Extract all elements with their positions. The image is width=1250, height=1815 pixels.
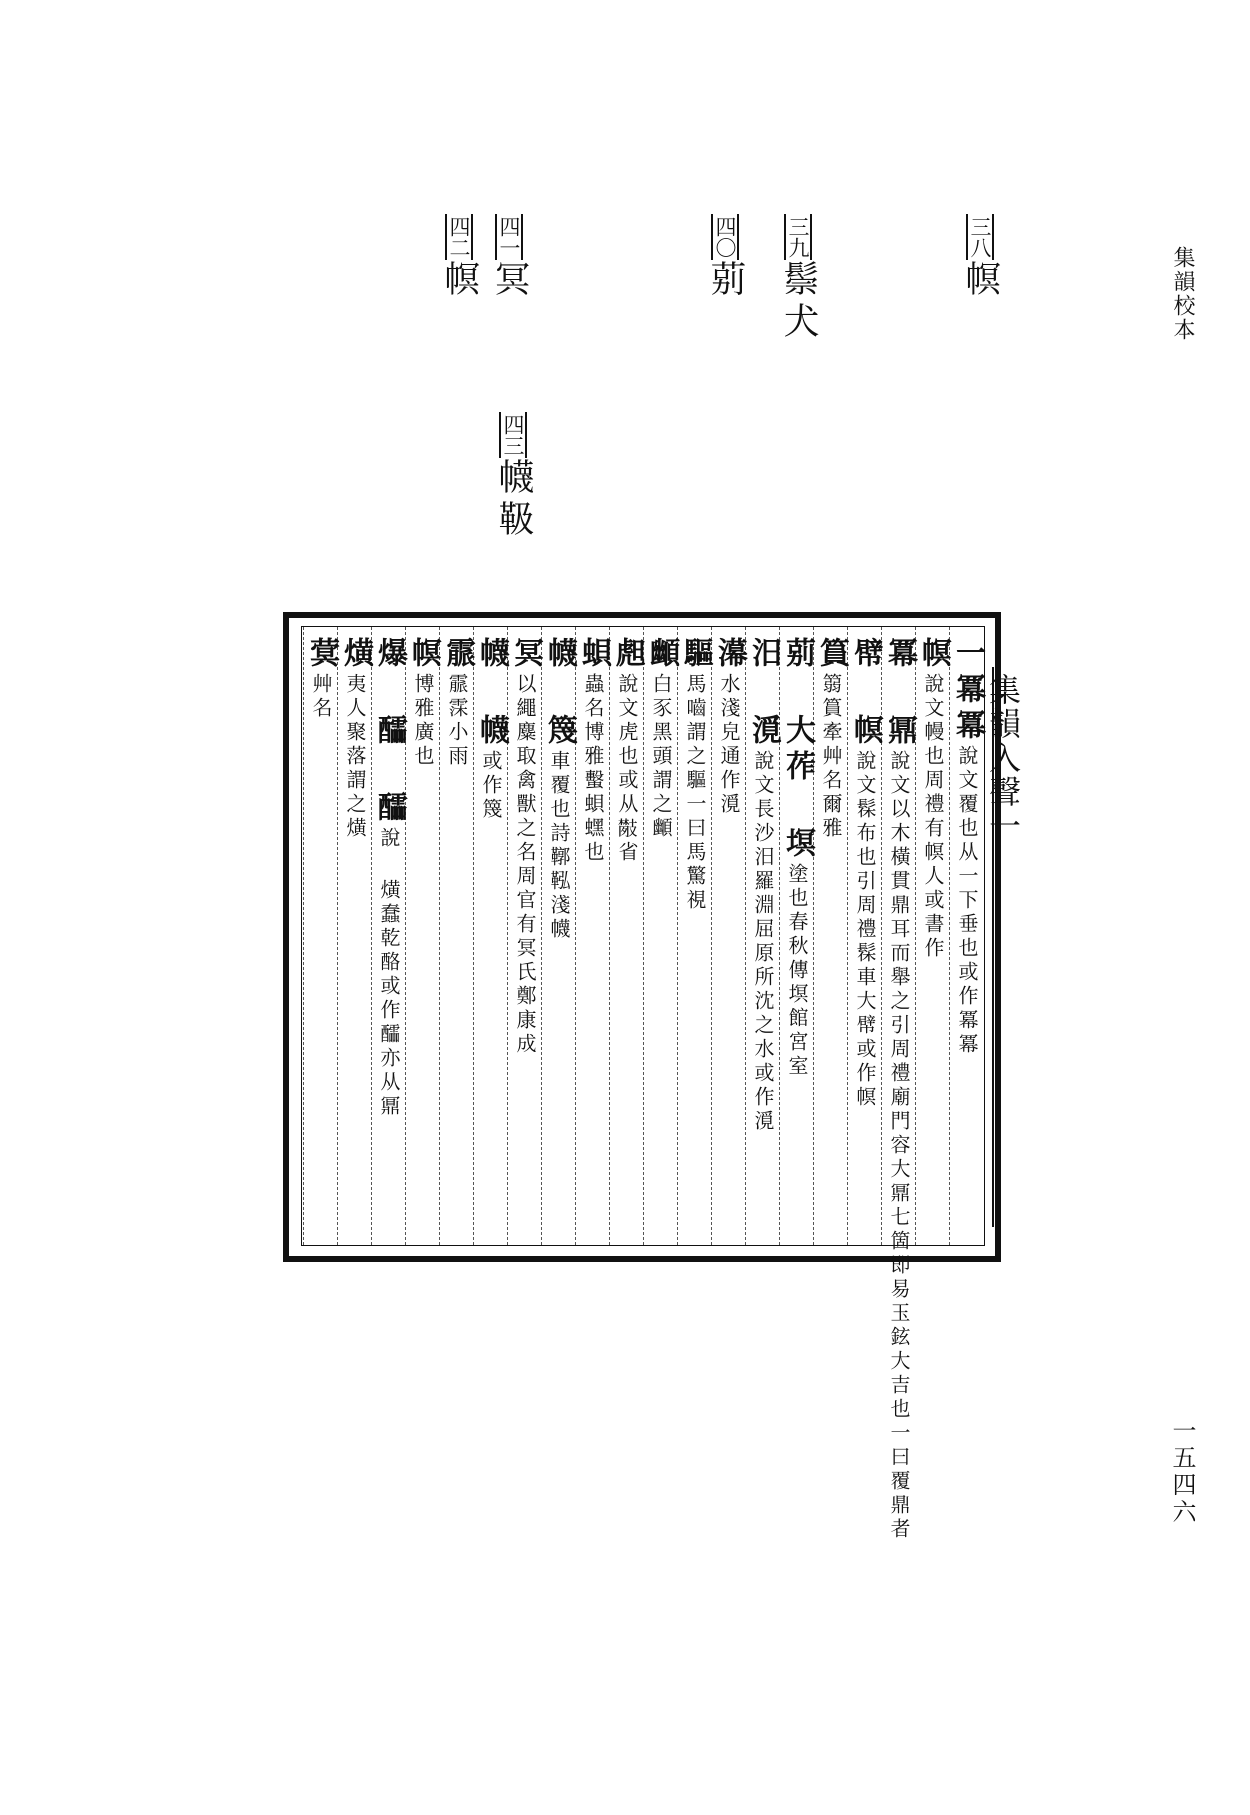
note-text: 鬃犬 <box>778 260 819 344</box>
text-column <box>541 627 576 1245</box>
text-column <box>337 627 372 1245</box>
headword: 篔 <box>814 637 849 673</box>
note-text: 幎 <box>439 260 480 302</box>
note-text: 幭靸 <box>493 458 534 542</box>
gloss: 蟲名博雅蟿蛽蟔也 <box>581 673 605 865</box>
column-text <box>304 637 338 721</box>
page-number: 一五四六 <box>1168 1418 1196 1526</box>
note-text: 幎 <box>960 260 1001 302</box>
column-text <box>440 637 474 769</box>
note-number: 四一 <box>497 216 521 258</box>
column-text <box>338 637 372 841</box>
column-text <box>542 637 576 942</box>
margin-strip <box>984 667 1030 1227</box>
headword: 幭 篾 <box>542 637 577 750</box>
column-text <box>712 637 746 817</box>
gloss: 以繩麋取禽獸之名周官有冥氏鄭康成 <box>513 673 537 1057</box>
column-text <box>882 637 916 1542</box>
note-text: 莂 <box>705 260 746 302</box>
note-number: 三九 <box>786 216 810 258</box>
headword: 䖑 <box>610 637 645 673</box>
text-column <box>813 627 848 1245</box>
gloss: 說文虎也或从𢻦省 <box>615 673 639 865</box>
text-column <box>609 627 644 1245</box>
column-text <box>508 637 542 1057</box>
column-text <box>848 637 882 1110</box>
headword: 蓂 <box>304 637 339 673</box>
note-43 <box>488 412 539 542</box>
gloss: 白豕黑頭謂之䫜 <box>649 673 673 841</box>
headword: 冥 <box>508 637 543 673</box>
text-column <box>643 627 678 1245</box>
gloss: 塗也春秋傳塓館宮室 <box>785 863 809 1079</box>
gloss: 說文幔也周禮有幎人或書作 <box>921 673 945 961</box>
text-column <box>405 627 440 1245</box>
text-column <box>779 627 814 1245</box>
text-column <box>575 627 610 1245</box>
gloss: 艸名 <box>309 673 333 721</box>
gloss: 或作篾 <box>479 750 503 822</box>
gloss: 馬嚙謂之驅一曰馬驚視 <box>683 673 707 913</box>
column-text <box>950 637 984 1057</box>
gloss: 博雅廣也 <box>411 673 435 769</box>
headword: 䫜 <box>644 637 679 673</box>
gloss: 夷人聚落謂之熿 <box>343 673 367 841</box>
gloss: 說文以木橫貫鼎耳而舉之引周禮廟門容大鼏七箇即易玉鉉大吉也一曰覆鼎者 <box>887 750 911 1542</box>
margin-label: 集韻入聲一 <box>984 673 1022 843</box>
headword: 蛽 <box>576 637 611 673</box>
text-column <box>745 627 780 1245</box>
headword: 一冪冪 <box>950 637 985 745</box>
text-column <box>473 627 508 1245</box>
column-text <box>474 637 508 822</box>
headword: 霢 <box>440 637 475 673</box>
text-column <box>439 627 474 1245</box>
note-41 <box>484 214 535 302</box>
text-column <box>507 627 542 1245</box>
headword: 幭 幭 <box>474 637 509 750</box>
column-text <box>644 637 678 841</box>
headword: 爆 醽 醽 <box>372 637 407 827</box>
running-head: 集韻校本 <box>1170 246 1195 342</box>
column-text <box>372 637 406 1119</box>
note-number: 四三 <box>501 414 525 456</box>
gloss: 篛篔牽艸名爾雅 <box>819 673 843 841</box>
column-text <box>576 637 610 865</box>
column-text <box>406 637 440 769</box>
headword: 驅 <box>678 637 713 673</box>
note-42 <box>434 214 485 302</box>
text-column <box>915 627 950 1245</box>
column-text <box>814 637 848 841</box>
headword: 幎 <box>916 637 951 673</box>
headword: 冪 鼏 <box>882 637 917 750</box>
column-text <box>610 637 644 865</box>
headword: 幎 <box>406 637 441 673</box>
headword: 濗 <box>712 637 747 673</box>
column-text <box>746 637 780 1134</box>
gloss: 水淺皃通作漞 <box>717 673 741 817</box>
gloss: 車覆也詩鞹鞃淺幭 <box>547 750 571 942</box>
gloss: 霢霂小雨 <box>445 673 469 769</box>
note-38 <box>955 214 1006 302</box>
headword: 莂 大莋 塓 <box>780 637 815 863</box>
gloss: 說 熿蠢乾酪或作醽亦从鼏 <box>377 827 401 1119</box>
column-text <box>678 637 712 913</box>
gloss: 說文長沙汨羅淵屈原所沈之水或作漞 <box>751 750 775 1134</box>
headword: 幦 幎 <box>848 637 883 750</box>
gloss: 說文覆也从一下垂也或作冪冪 <box>955 745 979 1057</box>
headword: 汨 漞 <box>746 637 781 750</box>
note-number: 四〇 <box>713 216 737 258</box>
note-39 <box>773 214 824 344</box>
column-text <box>916 637 950 961</box>
note-40 <box>700 214 751 302</box>
printed-page-inner-border <box>301 626 1022 1542</box>
note-number: 三八 <box>968 216 992 258</box>
headword: 熿 <box>338 637 373 673</box>
gloss: 說文髹布也引周禮髹車大幦或作幎 <box>853 750 877 1110</box>
printed-page-frame <box>283 612 1022 1542</box>
text-column <box>303 627 338 1245</box>
note-number: 四二 <box>447 216 471 258</box>
note-text: 冥 <box>489 260 530 302</box>
text-column <box>677 627 712 1245</box>
text-column <box>881 627 917 1542</box>
text-column <box>847 627 882 1245</box>
text-column <box>949 627 984 1245</box>
column-text <box>780 637 814 1079</box>
text-column <box>711 627 746 1245</box>
text-column <box>371 627 406 1245</box>
